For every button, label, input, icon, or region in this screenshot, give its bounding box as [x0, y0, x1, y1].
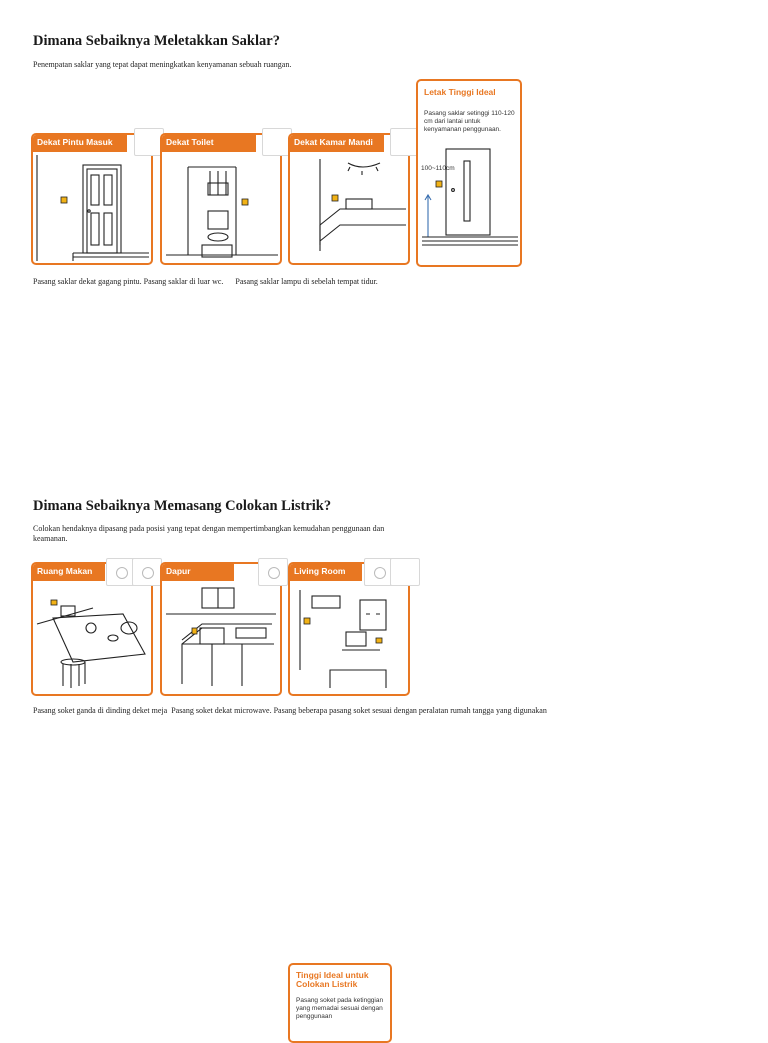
section-caption-colokan: Pasang soket ganda di dinding deket meja Pasang soket dekat microwave. Pasang beberapa pasang soket sesuai dengan peralatan rumah tangga yang digunakan: [33, 706, 547, 715]
section-title-colokan: Dimana Sebaiknya Memasang Colokan Listrik?: [33, 498, 332, 514]
card-label: Living Room: [288, 562, 362, 581]
info-heading: Tinggi Ideal untuk Colokan Listrik: [296, 970, 369, 989]
card-label: Dekat Kamar Mandi: [288, 133, 384, 152]
height-label: 100~110cm: [421, 165, 455, 172]
card-label: Dekat Pintu Masuk: [31, 133, 127, 152]
socket-icon: [132, 558, 162, 586]
section-intro-colokan: Colokan hendaknya dipasang pada posisi yang tepat dengan mempertimbangkan kemudahan penggunaan dan keamanan.: [33, 524, 385, 543]
section-title-saklar: Dimana Sebaiknya Meletakkan Saklar?: [33, 33, 280, 49]
info-body: Pasang soket pada ketinggian yang memadai sesuai dengan penggunaan: [296, 997, 384, 1020]
section-caption-saklar: Pasang saklar dekat gagang pintu. Pasang saklar di luar wc. Pasang saklar lampu di sebelah tempat tidur.: [33, 277, 378, 286]
switch-icon: [390, 558, 420, 586]
card-label: Dekat Toilet: [160, 133, 256, 152]
info-body: Pasang saklar setinggi 110-120 cm dari lantai untuk kenyamanan penggunaan.: [424, 110, 515, 133]
bedroom-illustration: [290, 155, 408, 263]
height-illustration: [418, 145, 520, 265]
section-intro-saklar: Penempatan saklar yang tepat dapat meningkatkan kenyamanan sebuah ruangan.: [33, 60, 292, 69]
living-room-illustration: [290, 584, 408, 694]
info-card-tinggi-colokan: [288, 963, 392, 1043]
door-illustration: [33, 155, 151, 263]
card-label: Ruang Makan: [31, 562, 105, 581]
toilet-illustration: [162, 155, 280, 263]
kitchen-illustration: [162, 584, 280, 694]
info-card-letak-tinggi: [416, 79, 522, 267]
socket-icon: [258, 558, 288, 586]
info-heading: Letak Tinggi Ideal: [424, 87, 496, 97]
card-label: Dapur: [160, 562, 234, 581]
dining-illustration: [33, 584, 151, 694]
